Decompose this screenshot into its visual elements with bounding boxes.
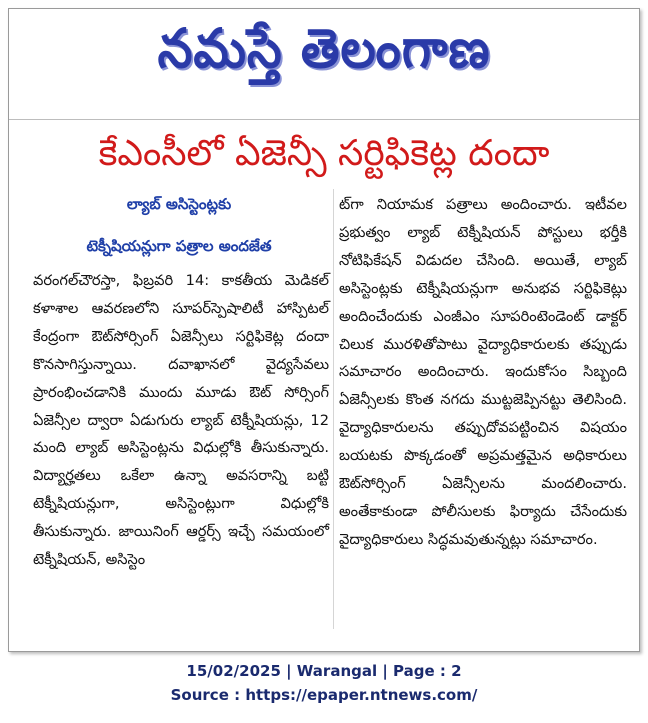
article-column-right: [339, 191, 627, 554]
article-subheadline-1: ల్యాబ్ అసిస్టెంట్లకు: [126, 195, 232, 213]
article-subheadline-2: టెక్నీషియన్లుగా పత్రాల అందజేత: [86, 237, 272, 255]
newspaper-masthead: నమస్తే తెలంగాణ: [157, 17, 491, 80]
article-headline: కేఎంసీలో ఏజెన్సీ సర్టిఫికెట్ల దందా: [98, 133, 550, 174]
news-clipping: [8, 8, 640, 652]
article-text-right: ట్‌గా నియామక పత్రాలు అందించారు. ఇటీవల ప్రభుత్వం ల్యాబ్ టెక్నీషియన్ పోస్టులు భర్తీకి నోటిఫికేషన్ విడుదల చేసింది. అయితే, ల్యాబ్ అసిస్టెంట్లకు టెక్నీషియన్లుగా అనుభవ సర్టిఫికెట్లు అందించేందుకు ఎంజీఎం సూపరింటెండెంట్ డాక్టర్ చిలుక మురళితోపాటు వైద్యాధికారులకు తప్పుడు సమాచారం అందించారు. ఇందుకోసం సిబ్బంది ఏజెన్సీలకు కొంత నగదు ముట్టజెప్పినట్టు తెలిసింది. వైద్యాధికారులను తప్పుదోవపట్టించిన విషయం బయటకు పొక్కడంతో అప్రమత్తమైన అధికారులు ఔట్‌సోర్సింగ్ ఏజెన్సీలను మందలించారు. అంతేకాకుండా పోలీసులకు ఫిర్యాదు చేసేందుకు వైద్యాధికారులు సిద్ధమవుతున్నట్లు సమాచారం.: [339, 196, 627, 548]
masthead-divider: [9, 119, 639, 120]
footer-source: Source : https://epaper.ntnews.com/: [170, 686, 478, 704]
column-divider: [333, 189, 334, 629]
article-column-left: [33, 267, 329, 574]
footer-date-edition: 15/02/2025 | Warangal | Page : 2: [186, 662, 462, 680]
article-text-left: వరంగల్‌చౌరస్తా, ఫిబ్రవరి 14: కాకతీయ మెడికల్ కళాశాల ఆవరణలోని సూపర్‌స్పెషాలిటీ హాస్పిటల్ కేంద్రంగా ఔట్‌సోర్సింగ్ ఏజెన్సీలు సర్టిఫికెట్ల దందా కొనసాగిస్తున్నాయి. దవాఖానలో వైద్యసేవలు ప్రారంభించడానికి ముందు మూడు ఔట్ సోర్సింగ్ ఏజెన్సీల ద్వారా ఏడుగురు ల్యాబ్ టెక్నీషియన్లు, 12 మంది ల్యాబ్ అసిస్టెంట్లను విధుల్లోకి తీసుకున్నారు. విద్యార్హతలు ఒకేలా ఉన్నా అవసరాన్ని బట్టి టెక్నీషియన్లుగా, అసిస్టెంట్లుగా విధుల్లోకి తీసుకున్నారు. జాయినింగ్ ఆర్డర్స్ ఇచ్చే సమయంలో టెక్నీషియన్, అసిస్టెం: [33, 272, 329, 569]
